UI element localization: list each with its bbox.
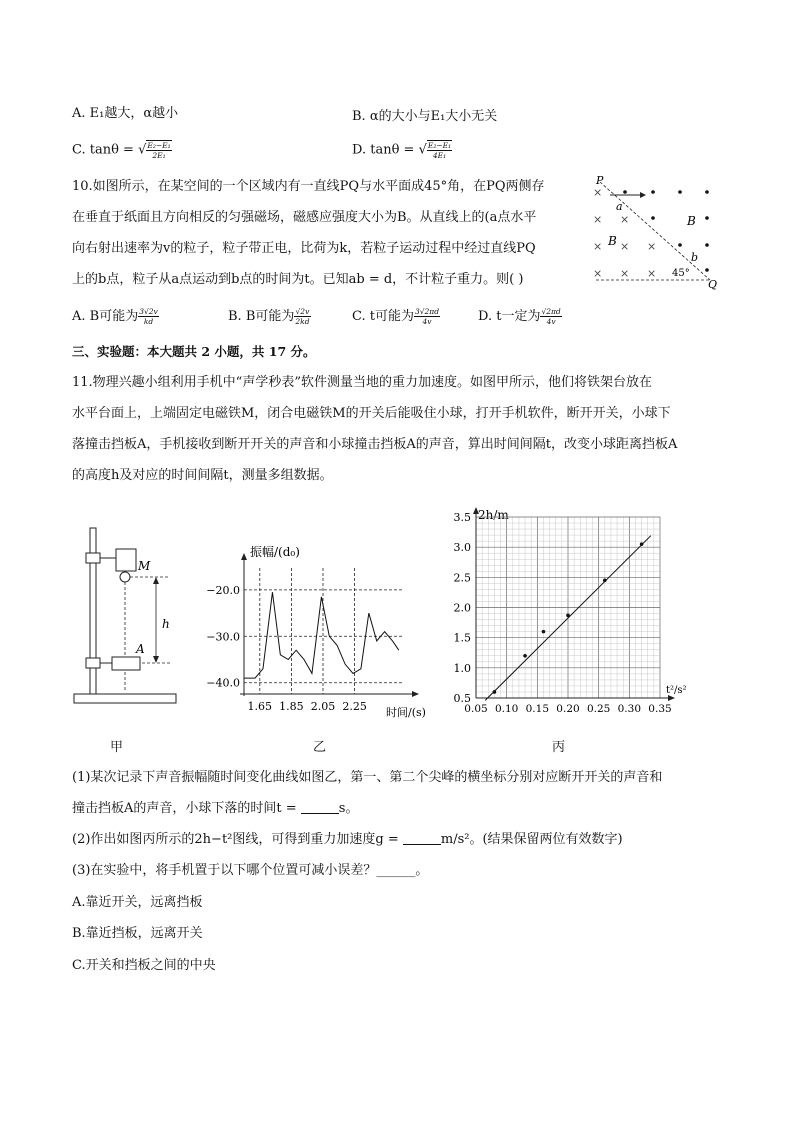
h-arrowhead-top: [153, 577, 159, 584]
field-cross: ×: [593, 213, 603, 226]
answer-blank-g[interactable]: [403, 832, 441, 845]
label-b-field-left: B: [608, 234, 617, 248]
data-point: [566, 614, 570, 618]
plate-a: [112, 657, 140, 670]
q10-option-c-prefix: C. t可能为: [352, 309, 414, 324]
q10-a-denominator: kd: [143, 317, 154, 326]
caption-bing: 丙: [552, 740, 566, 755]
stand-base: [74, 694, 176, 703]
pq-line: [600, 182, 710, 280]
q9-option-b: B. α的大小与E₁大小无关: [352, 109, 498, 124]
q10-option-d: [478, 305, 562, 326]
x-tick-label: 2.05: [310, 700, 336, 713]
caption-yi: 乙: [313, 740, 327, 755]
choice-c[interactable]: C.开关和挡板之间的中央: [72, 958, 216, 973]
choice-a[interactable]: A.靠近开关，远离挡板: [72, 895, 203, 910]
y-tick-label: −20.0: [206, 583, 240, 597]
field-dot: [705, 243, 709, 247]
x-tick-label: 0.10: [494, 703, 519, 715]
section-3-heading: 三、实验题：本大题共 2 小题，共 17 分。: [72, 344, 316, 359]
x-tick-label: 0.25: [586, 703, 611, 715]
data-point: [640, 542, 644, 546]
label-a: A: [136, 642, 145, 656]
field-cross: ×: [593, 186, 603, 199]
x-tick-label: 1.65: [247, 700, 273, 713]
data-point: [603, 579, 607, 583]
q11-sub1-line-b: [72, 800, 358, 818]
x-tick-label: 2.25: [342, 700, 367, 713]
x-tick-label: 0.20: [556, 703, 580, 715]
y-tick-label: 2.5: [453, 571, 471, 585]
q10-c-numerator: 3√2πd: [414, 307, 440, 316]
q11-sub1-line-a: (1)某次记录下声音振幅随时间变化曲线如图乙，第一、第二个尖峰的横坐标分别对应断开开关的声音和: [72, 770, 663, 785]
q10-b-numerator: √2v: [295, 307, 310, 316]
y-axis-label: 振幅/(d₀): [250, 545, 300, 559]
x-tick-label: 0.30: [617, 703, 642, 715]
q9-option-c-prefix: C. tanθ =: [72, 142, 134, 158]
label-b: b: [691, 251, 699, 264]
q11-line-4: 的高度h及对应的时间间隔t，测量多组数据。: [72, 468, 333, 483]
q10-d-denominator: 4v: [546, 317, 556, 326]
q11-line-3: 落撞击挡板A，手机接收到断开开关的声音和小球撞击挡板A的声音，算出时间间隔t，改变小球距离挡板A: [72, 437, 678, 452]
field-cross: ×: [593, 267, 603, 280]
label-q: Q: [708, 278, 718, 291]
y-tick-label: 3.5: [453, 511, 471, 524]
lower-clamp: [86, 658, 100, 668]
y-tick-label: −30.0: [206, 630, 240, 644]
q11-line-2: 水平台面上，上端固定电磁铁M，闭合电磁铁M的开关后能吸住小球，打开手机软件，断开开关，小球下: [72, 406, 671, 421]
q11-sub1-unit: s。: [338, 801, 359, 816]
y-tick-label: 1.0: [453, 661, 471, 675]
label-p: P: [596, 174, 604, 187]
q11-sub3[interactable]: (3)在实验中，将手机置于以下哪个位置可减小误差？______。: [72, 863, 429, 878]
field-dot: [705, 268, 709, 272]
x-tick-label: 0.15: [525, 703, 550, 715]
q10-option-b-prefix: B. B可能为: [228, 309, 295, 324]
x-axis-label: t²/s²: [666, 685, 687, 696]
label-m: M: [138, 559, 151, 573]
field-dot: [678, 243, 682, 247]
q10-c-denominator: 4v: [422, 317, 432, 326]
field-cross: ×: [620, 267, 630, 280]
q9-c-denominator: 2E₁: [152, 151, 166, 160]
x-axis-arrow: [412, 691, 419, 697]
answer-blank-time[interactable]: [301, 801, 339, 814]
field-dot: [623, 190, 627, 194]
q10-line-4: 上的b点，粒子从a点运动到b点的时间为t。已知ab = d，不计粒子重力。则( ): [72, 272, 524, 287]
q10-option-d-prefix: D. t一定为: [478, 309, 541, 324]
field-dot: [705, 190, 709, 194]
q10-d-numerator: √2πd: [541, 307, 561, 316]
q10-line-2: 在垂直于纸面且方向相反的匀强磁场，磁感应强度大小为B。从直线上的(a点水平: [72, 210, 537, 225]
q11-line-1: 11.物理兴趣小组利用手机中“声学秒表”软件测量当地的重力加速度。如图甲所示，他们将铁架台放在: [72, 375, 652, 390]
x-axis-label: 时间/(s): [386, 706, 426, 719]
field-dot: [651, 190, 655, 194]
electromagnet-m: [116, 549, 136, 571]
field-crosses: [593, 186, 656, 280]
y-tick-label: −40.0: [206, 676, 240, 690]
figure-bing-2h-t2-chart: [448, 505, 708, 720]
field-cross: ×: [593, 240, 603, 253]
q10-option-c: [352, 305, 440, 326]
q9-d-numerator: E₂−E₁: [427, 141, 452, 150]
data-point: [542, 630, 546, 634]
label-angle: 45°: [672, 268, 690, 279]
q11-sub2-unit: m/s²。(结果保留两位有效数字): [440, 832, 623, 847]
arrow-head: [640, 192, 646, 198]
x-tick-label: 0.35: [648, 703, 672, 715]
q10-a-numerator: 3√2v: [139, 307, 158, 316]
sqrt-sign: √ $\frac{\text{E₂−E₁}}{\text{2E₁}}$: [138, 141, 171, 160]
label-a: a: [616, 200, 623, 213]
x-tick-label: 1.85: [279, 700, 304, 713]
field-cross: ×: [647, 240, 657, 253]
y-tick-label: 3.0: [453, 541, 471, 555]
q9-c-numerator: E₂−E₁: [147, 141, 171, 150]
caption-jia: 甲: [110, 740, 124, 755]
q11-sub2-text: (2)作出如图丙所示的2h−t²图线，可得到重力加速度g =: [72, 832, 403, 847]
figure-yi-amplitude-chart: [196, 540, 446, 725]
sqrt-sign: √ $\frac{\text{E₂−E₁}}{\text{4E₁}}$: [418, 141, 452, 160]
q11-sub1-text: 撞击挡板A的声音，小球下落的时间t =: [72, 801, 301, 816]
label-h: h: [162, 617, 170, 631]
choice-b[interactable]: B.靠近挡板，远离开关: [72, 926, 203, 941]
q10-line-3: 向右射出速率为v的粒子，粒子带正电，比荷为k，若粒子运动过程中经过直线PQ: [72, 241, 536, 256]
data-point: [493, 690, 497, 694]
q10-option-b: [228, 305, 311, 326]
q9-option-d-prefix: D. tanθ =: [352, 142, 415, 158]
label-b-field-right: B: [687, 214, 696, 228]
q10-b-denominator: 2kd: [295, 317, 310, 326]
ball: [120, 572, 130, 582]
field-dot: [651, 216, 655, 220]
field-dot: [705, 216, 709, 220]
q10-magnetic-field-figure: [588, 172, 728, 292]
field-cross: ×: [620, 213, 630, 226]
q9-option-d: [352, 140, 452, 160]
q10-option-a: [72, 305, 159, 326]
q10-option-a-prefix: A. B可能为: [72, 309, 139, 324]
q11-sub2: [72, 831, 623, 849]
q9-option-a: A. E₁越大，α越小: [72, 106, 179, 121]
q10-line-1: 10.如图所示，在某空间的一个区域内有一直线PQ与水平面成45°角，在PQ两侧存: [72, 179, 545, 194]
q9-option-c: [72, 140, 172, 160]
field-cross: ×: [647, 267, 657, 280]
h-arrowhead-bottom: [153, 656, 159, 663]
y-axis-arrow: [241, 553, 247, 560]
y-tick-label: 0.5: [453, 692, 471, 705]
y-axis-label: 2h/m: [478, 508, 509, 522]
q9-d-denominator: 4E₁: [432, 151, 447, 160]
y-tick-label: 1.5: [453, 631, 471, 645]
x-tick-label: 0.05: [464, 703, 488, 715]
field-dot: [678, 190, 682, 194]
data-point: [523, 654, 527, 658]
amplitude-curve: [244, 592, 399, 678]
figure-jia-apparatus: [66, 518, 186, 718]
field-cross: ×: [620, 240, 630, 253]
upper-clamp: [86, 553, 100, 563]
y-tick-label: 2.0: [453, 601, 471, 615]
